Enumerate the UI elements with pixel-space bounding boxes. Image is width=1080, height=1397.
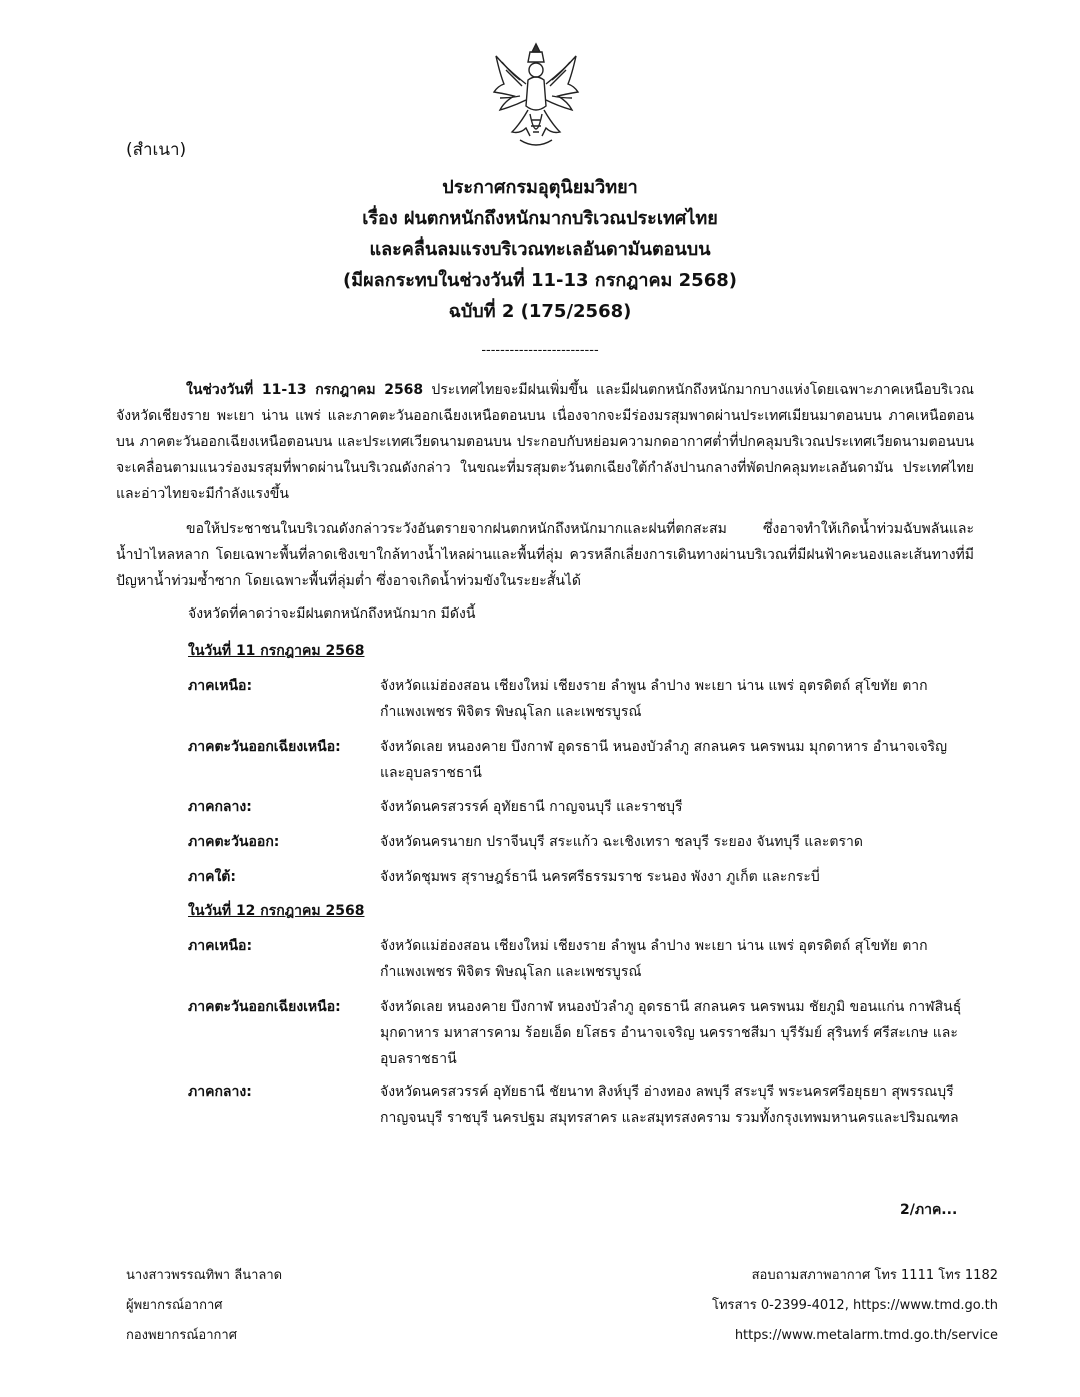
region-name: ภาคตะวันออก:: [188, 834, 280, 850]
region-provinces: จังหวัดแม่ฮ่องสอน เชียงใหม่ เชียงราย ลำพูน ลำปาง พะเยา น่าน แพร่ อุตรดิตถ์ สุโขทัย ตาก กำแพงเพชร พิจิตร พิษณุโลก และเพชรบูรณ์: [380, 678, 928, 720]
title-line-2: เรื่อง ฝนตกหนักถึงหนักมากบริเวณประเทศไทย: [362, 208, 718, 229]
region-name: ภาคกลาง:: [188, 1084, 252, 1100]
region-name: ภาคกลาง:: [188, 799, 252, 815]
title-divider: -------------------------: [481, 343, 599, 358]
paragraph-1: [116, 377, 974, 507]
title-line-3: และคลื่นลมแรงบริเวณทะเลอันดามันตอนบน: [369, 239, 711, 260]
document-title: [0, 172, 1080, 327]
region-name: ภาคตะวันออกเฉียงเหนือ:: [188, 739, 341, 755]
region-name: ภาคเหนือ:: [188, 938, 253, 954]
paragraph-1-date: ในช่วงวันที่ 11-13 กรกฎาคม 2568: [186, 382, 424, 398]
region-provinces: จังหวัดนครนายก ปราจีนบุรี สระแก้ว ฉะเชิงเทรา ชลบุรี ระยอง จันทบุรี และตราด: [380, 834, 863, 850]
paragraph-2-text: ขอให้ประชาชนในบริเวณดังกล่าวระวังอันตรายจากฝนตกหนักถึงหนักมากและฝนที่ตกสะสม ซึ่งอาจทำให้เกิดน้ำท่วมฉับพลันและน้ำป่าไหลหลาก โดยเฉพาะพื้นที่ลาดเชิงเขาใกล้ทางน้ำไหลผ่านและพื้นที่ลุ่ม ควรหลีกเลี่ยงการเดินทางผ่านบริเวณที่มีฝนฟ้าคะนองและเส้นทางที่มีปัญหาน้ำท่วมซ้ำซาก โดยเฉพาะพื้นที่ลุ่มต่ำ ซึ่งอาจเกิดน้ำท่วมขังในระยะสั้นได้: [116, 521, 974, 589]
footer-left-line: นางสาวพรรณทิพา ลีนาลาด: [126, 1268, 283, 1283]
day-heading: ในวันที่ 12 กรกฎาคม 2568: [188, 903, 365, 919]
footer-left-line: ผู้พยากรณ์อากาศ: [126, 1298, 223, 1313]
region-name: ภาคตะวันออกเฉียงเหนือ:: [188, 999, 341, 1015]
region-provinces: จังหวัดเลย หนองคาย บึงกาฬ อุดรธานี หนองบัวลำภู สกลนคร นครพนม มุกดาหาร อำนาจเจริญ และอุบลราชธานี: [380, 739, 948, 781]
footer-contact: [712, 1261, 998, 1351]
region-provinces: จังหวัดเลย หนองคาย บึงกาฬ หนองบัวลำภู อุดรธานี สกลนคร นครพนม ชัยภูมิ ขอนแก่น กาฬสินธุ์ มุกดาหาร มหาสารคาม ร้อยเอ็ด ยโสธร อำนาจเจริญ นครราชสีมา บุรีรัมย์ สุรินทร์ ศรีสะเกษ และอุบลราชธานี: [380, 999, 962, 1067]
region-provinces: จังหวัดชุมพร สุราษฎร์ธานี นครศรีธรรมราช ระนอง พังงา ภูเก็ต และกระบี่: [380, 869, 820, 885]
region-provinces: จังหวัดแม่ฮ่องสอน เชียงใหม่ เชียงราย ลำพูน ลำปาง พะเยา น่าน แพร่ อุตรดิตถ์ สุโขทัย ตาก กำแพงเพชร พิจิตร พิษณุโลก และเพชรบูรณ์: [380, 938, 928, 980]
footer-signature: [126, 1261, 282, 1351]
footer-left-line: กองพยากรณ์อากาศ: [126, 1328, 237, 1343]
title-line-1: ประกาศกรมอุตุนิยมวิทยา: [442, 177, 638, 198]
paragraph-1-text: ประเทศไทยจะมีฝนเพิ่มขึ้น และมีฝนตกหนักถึงหนักมากบางแห่งโดยเฉพาะภาคเหนือบริเวณจังหวัดเชียงราย พะเยา น่าน แพร่ และภาคตะวันออกเฉียงเหนือตอนบน เนื่องจากจะมีร่องมรสุมพาดผ่านประเทศเมียนมาตอนบน ภาคเหนือตอนบน ภาคตะวันออกเฉียงเหนือตอนบน และประเทศเวียดนามตอนบน ประกอบกับหย่อมความกดอากาศต่ำที่ปกคลุมบริเวณประเทศเวียดนามตอนบนจะเคลื่อนตามแนวร่องมรสุมที่พาดผ่านในบริเวณดังกล่าว ในขณะที่มรสุมตะวันตกเฉียงใต้กำลังปานกลางที่พัดปกคลุมทะเลอันดามัน ประเทศไทย และอ่าวไทยจะมีกำลังแรงขึ้น: [116, 382, 974, 502]
garuda-emblem-icon: [490, 40, 582, 152]
footer-fax-website: โทรสาร 0-2399-4012, https://www.tmd.go.th: [712, 1298, 998, 1313]
region-provinces: จังหวัดนครสวรรค์ อุทัยธานี กาญจนบุรี และราชบุรี: [380, 799, 683, 815]
copy-label: (สำเนา): [126, 140, 187, 160]
paragraph-2: [116, 516, 974, 594]
title-line-5: ฉบับที่ 2 (175/2568): [448, 301, 632, 322]
footer-service-link: https://www.metalarm.tmd.go.th/service: [734, 1328, 998, 1343]
footer-phone: สอบถามสภาพอากาศ โทร 1111 โทร 1182: [751, 1268, 998, 1283]
region-name: ภาคเหนือ:: [188, 678, 253, 694]
title-line-4: (มีผลกระทบในช่วงวันที่ 11-13 กรกฎาคม 2568): [343, 270, 737, 291]
next-page-marker: 2/ภาค...: [900, 1202, 958, 1218]
region-name: ภาคใต้:: [188, 869, 236, 885]
provinces-intro: จังหวัดที่คาดว่าจะมีฝนตกหนักถึงหนักมาก มีดังนี้: [188, 606, 476, 622]
day-heading: ในวันที่ 11 กรกฎาคม 2568: [188, 643, 365, 659]
region-provinces: จังหวัดนครสวรรค์ อุทัยธานี ชัยนาท สิงห์บุรี อ่างทอง ลพบุรี สระบุรี พระนครศรีอยุธยา สุพรรณบุรี กาญจนบุรี ราชบุรี นครปฐม สมุทรสาคร และสมุทรสงคราม รวมทั้งกรุงเทพมหานครและปริมณฑล: [380, 1084, 959, 1126]
